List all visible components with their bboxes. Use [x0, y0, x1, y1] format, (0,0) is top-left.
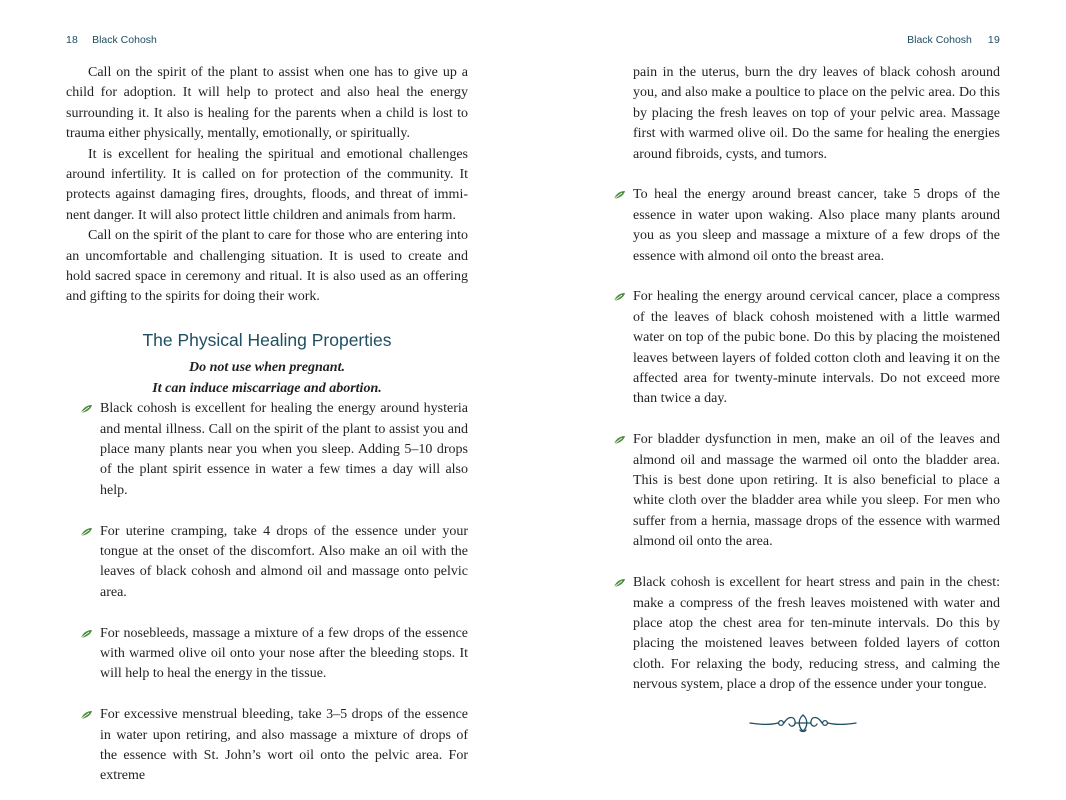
- bullet-item: [633, 430, 1000, 552]
- bullet-item: [66, 399, 468, 501]
- right-page-body: [633, 63, 1000, 696]
- pregnancy-warning: [66, 358, 468, 399]
- right-page-number: 19: [987, 34, 1000, 46]
- right-running-title: Black Cohosh: [907, 34, 972, 46]
- bullet-item: [66, 705, 468, 787]
- leaf-icon: [80, 629, 93, 639]
- flourish-ornament-icon: [748, 712, 858, 734]
- left-page-header: [66, 34, 157, 46]
- body-paragraph: Call on the spirit of the plant to assist when one has to give up a child for adoption. It will help to protect and also heal the energy surrounding it. It also is healing for the parents when a child is lost to trauma either physically, mentally, emotionally, or spiritually.: [66, 65, 468, 142]
- bullet-item: [66, 624, 468, 685]
- body-paragraph: It is excellent for healing the spiritual and emotional challenges around infertility. It is called on for protection of the community. It protects against damaging fires, droughts, floods, and threat of imminent danger. It will also protect little children and animals from harm.: [66, 146, 468, 223]
- bullet-text: For bladder dysfunction in men, make an oil of the leaves and almond oil and massage the warmed oil onto the bladder area. This is best done upon retiring. It is also beneficial to place a white cloth over the bladder area while you sleep. For men who suffer from a hernia, massage drops of the essence with warmed almond oil onto the area.: [633, 432, 1000, 550]
- bullet-item: [633, 573, 1000, 695]
- bullet-text: To heal the energy around breast cancer, take 5 drops of the essence in water upon waking. Also place many plants around you as you sleep and massage a mixture of a few drops of the essence with almond oil onto the breast area.: [633, 187, 1000, 264]
- left-page-body: [66, 63, 468, 787]
- bullet-item: [633, 287, 1000, 409]
- bullet-text: For healing the energy around cervical cancer, place a compress of the leaves of black cohosh moistened with a little warmed water on top of the pubic bone. Do this by placing the moistened leaves between layers of folded cotton cloth and leaving it on the affected area for twenty-minute intervals. Do not exceed more than twice a day.: [633, 289, 1000, 407]
- leaf-icon: [613, 292, 626, 302]
- leaf-icon: [80, 527, 93, 537]
- body-paragraph: Call on the spirit of the plant to care for those who are entering into an uncomfortable and challenging situation. It is used to create and hold sacred space in ceremony and ritual. It is also used as an offering and gifting to the spirits for doing their work.: [66, 228, 468, 305]
- warning-line: It can induce miscarriage and abortion.: [152, 380, 382, 396]
- bullet-text: Black cohosh is excellent for healing the energy around hysteria and mental illness. Call on the spirit of the plant to assist you and place many plants near you when you sleep. Adding 5–10 drops of the plant spirit essence in water a few times a day will also help.: [100, 401, 468, 498]
- bullet-text: For uterine cramping, take 4 drops of the essence under your tongue at the onset of the discomfort. Also make an oil with the leaves of black cohosh and almond oil and massage onto pelvic area.: [100, 523, 468, 600]
- leaf-icon: [80, 710, 93, 720]
- leaf-icon: [80, 404, 93, 414]
- continued-paragraph: pain in the uterus, burn the dry leaves of black cohosh around you, and also make a poultice to place on the pelvic area. Do this by placing the fresh leaves on top of your pelvic area. Massage first with warmed olive oil. Do the same for healing the energies around fibroids, cysts, and tumors.: [633, 65, 1000, 162]
- left-running-title: Black Cohosh: [92, 34, 157, 46]
- right-page-header: [907, 34, 1000, 46]
- bullet-item: [633, 185, 1000, 267]
- leaf-icon: [613, 190, 626, 200]
- section-heading: The Physical Healing Properties: [142, 329, 392, 350]
- leaf-icon: [613, 578, 626, 588]
- bullet-text: For nosebleeds, massage a mixture of a few drops of the essence with warmed olive oil onto your nose after the bleeding stops. It will help to heal the energy in the tissue.: [100, 625, 468, 682]
- bullet-text: Black cohosh is excellent for heart stress and pain in the chest: make a compress of the fresh leaves moistened with water and place atop the chest area for ten-minute intervals. Do this by placing the moistened leaves between folded layers of cotton cloth. For relaxing the body, reducing stress, and calming the nervous system, place a drop of the essence under your tongue.: [633, 575, 1000, 693]
- leaf-icon: [613, 435, 626, 445]
- bullet-text: For excessive menstrual bleeding, take 3–5 drops of the essence in water upon retiring, and also massage a mixture of drops of the essence with St. John’s wort oil onto the pelvic area. For extreme: [100, 707, 468, 784]
- warning-line: Do not use when pregnant.: [189, 360, 345, 376]
- left-page-number: 18: [66, 34, 79, 46]
- bullet-item: [66, 522, 468, 604]
